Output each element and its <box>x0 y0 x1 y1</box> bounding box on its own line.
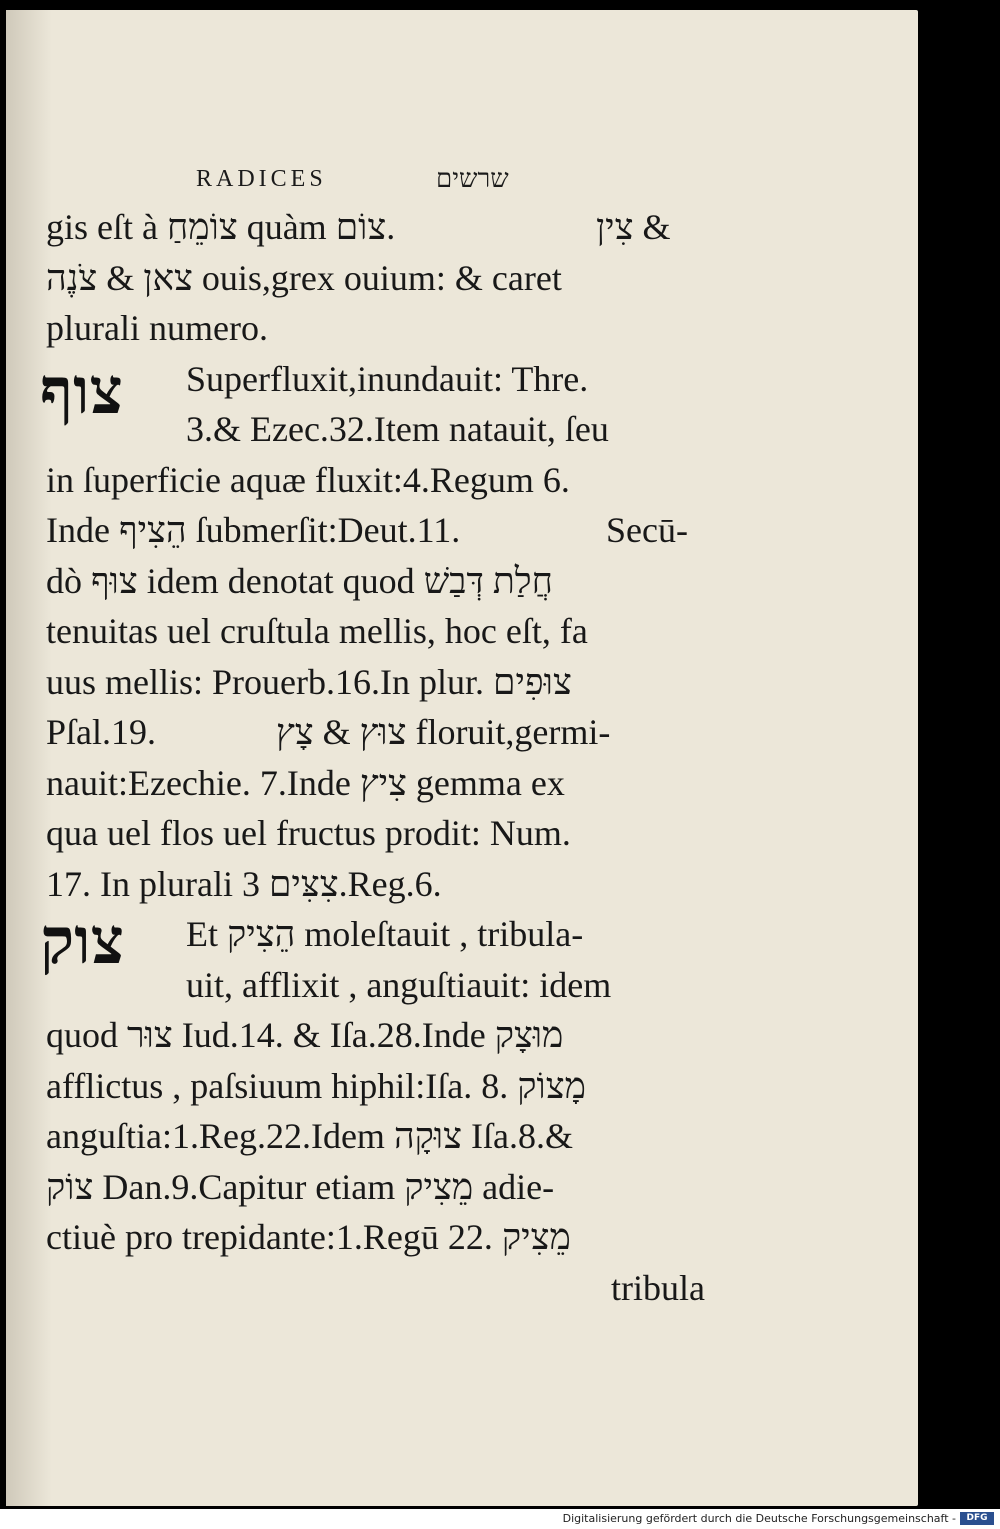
text-line: gis eſt à צוֹמֵחַ quàm צוֹם. צִין & <box>46 207 671 247</box>
text-line: 17. In plurali צִצִּים 3.Reg.6. <box>46 863 442 904</box>
text-line: ctiuè pro trepidante:1.Regū 22. מֵצִיק <box>46 1217 571 1257</box>
text-line: anguſtia:1.Reg.22.Idem צוּקָה Iſa.8.& <box>46 1116 573 1156</box>
headword-1: צוף <box>40 356 124 427</box>
body-text <box>46 202 716 1313</box>
footer-credit: Digitalisierung gefördert durch die Deutsche Forschungsgemeinschaft - <box>562 1512 956 1525</box>
text-line: nauit:Ezechie. 7.Inde צִיץ gemma ex <box>46 762 565 803</box>
text-line: uus mellis: Prouerb.16.In plur. צוּפִים <box>46 661 572 702</box>
text-line: uit, afflixit , anguſtiauit: idem <box>186 964 612 1005</box>
text-line: tenuitas uel cruſtula mellis, hoc eſt, fa <box>46 611 588 651</box>
text-line: dò צוּף idem denotat quod חֲלַת דְּבַשׁ <box>46 560 553 601</box>
running-head-hebrew: שרשים <box>436 164 509 193</box>
text-line: צאן & צֹנֶה ouis,grex ouium: & caret <box>46 257 562 298</box>
text-line: Pſal.19. צוּץ & צָץ floruit,germi- <box>46 712 611 752</box>
text-line: Superfluxit,inundauit: Thre. <box>186 358 589 399</box>
text-line: quod צוּר Iud.14. & Iſa.28.Inde מוּצָק <box>46 1015 564 1055</box>
text-line: Inde הֵצִיף ſubmerſit:Deut.11. Secū- <box>46 510 688 550</box>
text-line: plurali numero. <box>46 308 268 348</box>
book-page <box>6 10 918 1506</box>
text-line: צוֹק Dan.9.Capitur etiam מֵצִיק adie- <box>46 1166 555 1207</box>
text-line: 3.& Ezec.32.Item natauit, ſeu <box>186 409 609 449</box>
catchword: tribula <box>611 1267 705 1308</box>
headword-2: צוק <box>40 906 125 977</box>
text-line: Et הֵצִיק moleſtauit , tribula- <box>186 914 584 954</box>
running-head <box>196 160 536 200</box>
text-line: qua uel flos uel fructus prodit: Num. <box>46 813 571 853</box>
footer-bar <box>0 1509 1000 1529</box>
dfg-logo: DFG <box>960 1512 994 1525</box>
text-line: in ſuperficie aquæ fluxit:4.Regum 6. <box>46 459 570 500</box>
running-head-latin: RADICES <box>196 166 327 192</box>
text-line: afflictus , paſsiuum hiphil:Iſa. 8. מָצוֹק <box>46 1065 586 1106</box>
